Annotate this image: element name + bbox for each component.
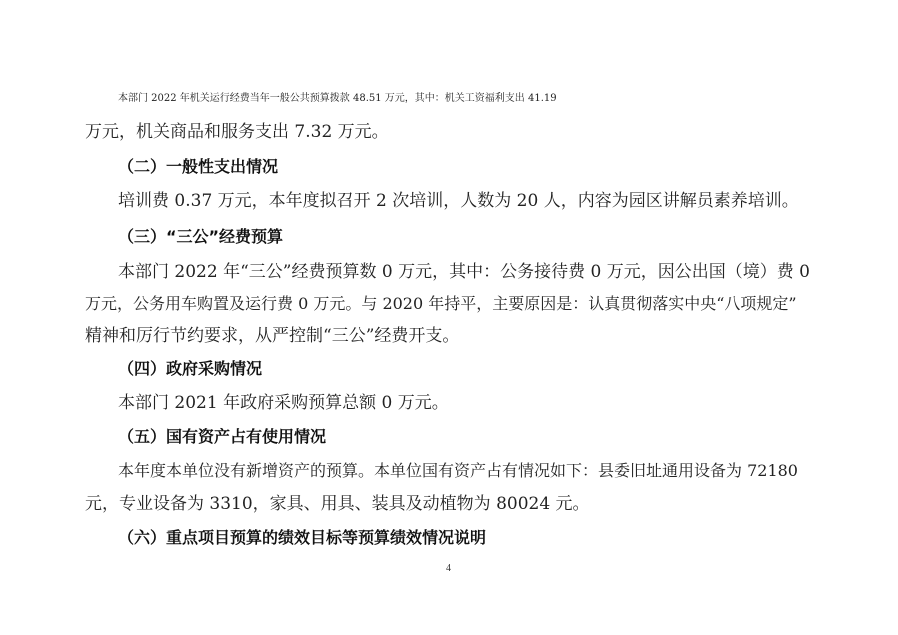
paragraph-line: 本部门 2022 年“三公”经费预算数 0 万元，其中：公务接待费 0 万元，因公出国（境）费 0 [118, 262, 810, 282]
page-number: 4 [446, 563, 451, 574]
paragraph-line: 精神和厉行节约要求，从严控制“三公”经费开支。 [85, 326, 460, 346]
paragraph-line: 本部门 2022 年机关运行经费当年一般公共预算拨款 48.51 万元，其中：机关工资福利支出 41.19 [118, 93, 557, 104]
paragraph-line: 元，专业设备为 3310，家具、用具、装具及动植物为 80024 元。 [85, 494, 590, 514]
section-heading: （二）一般性支出情况 [118, 157, 279, 176]
paragraph-line: 本年度本单位没有新增资产的预算。本单位国有资产占有情况如下：县委旧址通用设备为 72180 [118, 461, 798, 480]
paragraph-line: 本部门 2021 年政府采购预算总额 0 万元。 [118, 393, 449, 413]
section-heading: （四）政府采购情况 [118, 359, 263, 378]
section-heading: （五）国有资产占有使用情况 [118, 427, 327, 446]
paragraph-line: 万元，机关商品和服务支出 7.32 万元。 [85, 122, 389, 142]
paragraph-line: 培训费 0.37 万元，本年度拟召开 2 次培训，人数为 20 人，内容为园区讲解员素养培训。 [118, 191, 799, 211]
section-heading: （六）重点项目预算的绩效目标等预算绩效情况说明 [118, 528, 487, 547]
section-heading: （三）“三公”经费预算 [118, 227, 284, 246]
paragraph-line: 万元，公务用车购置及运行费 0 万元。与 2020 年持平，主要原因是：认真贯彻落实中央“八项规定” [85, 294, 797, 313]
